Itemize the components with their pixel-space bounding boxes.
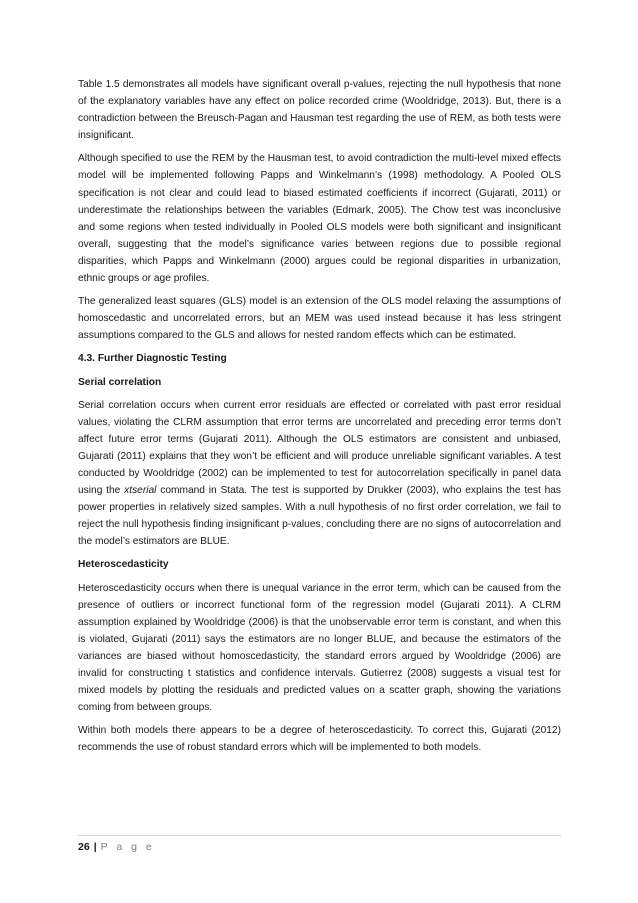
paragraph-model-choice: Although specified to use the REM by the Hausman test, to avoid contradiction the multi-level mixed effects model will be implemented following Papps and Winkelmann’s (1998) methodology. A Pooled OLS specification is not clear and could lead to biased estimated coefficients if incorrect (Gujarati, 2011) or underestimate the relationships between the variables (Edmark, 2005). The Chow test was inconclusive and some regions when tested individually in Pooled OLS models were both significant and insignificant overall, suggesting that the model’s significance varies between regions due to possible regional disparities, which Papps and Winkelmann (2000) argues could be regional disparities in urbanization, ethnic groups or age profiles. [78,153,561,285]
footer-separator: | [93,841,97,853]
page-label: P a g e [100,841,155,853]
page-footer [78,840,155,854]
page-number: 26 [78,841,90,853]
paragraph-heteroscedasticity: Heteroscedasticity occurs when there is unequal variance in the error term, which can be caused from the presence of outliers or incorrect functional form of the regression model (Gujarati 2011). A CLRM assumption explained by Wooldridge (2006) is that the unobservable error term is constant, and when this is violated, Gujarati (2011) says the estimators are no longer BLUE, and because the estimators of the variances are biased without homoscedasticity, the standard errors argued by Wooldridge (2006) are invalid for constructing t statistics and confidence intervals. Gutierrez (2008) suggests a visual test for mixed models by plotting the residuals and predicted values on a scatter graph, showing the variations coming from between groups. [78,582,561,714]
footer-divider [78,835,561,836]
subheading-heteroscedasticity: Heteroscedasticity [78,559,169,571]
paragraph-robust-errors: Within both models there appears to be a degree of heteroscedasticity. To correct this, Gujarati (2012) recommends the use of robust standard errors which will be implemented to both models. [78,725,561,754]
paragraph-serial-correlation [78,397,561,551]
page-body [78,76,561,762]
serial-text-start: Serial correlation occurs when current error residuals are effected or correlated with past error residual values, violating the CLRM assumption that error terms are uncorrelated and preceding error terms don’t affect future error terms (Gujarati 2011). Although the OLS estimators are consistent and unbiased, Gujarati (2011) explains that they won’t be efficient and will produce unreliable significant variables. A test conducted by Wooldridge (2002) can be implemented to test for autocorrelation specifically in panel data using the [78,399,561,497]
section-heading: 4.3. Further Diagnostic Testing [78,353,227,365]
stata-command: xtserial [124,485,157,497]
serial-text-end: command in Stata. The test is supported by Drukker (2003), who explains the test has power properties in relatively sized samples. With a null hypothesis of no first order correlation, we fail to reject the null hypothesis finding insignificant p-values, concluding there are no signs of autocorrelation and the model’s estimators are BLUE. [78,485,562,548]
paragraph-gls: The generalized least squares (GLS) model is an extension of the OLS model relaxing the assumptions of homoscedastic and uncorrelated errors, but an MEM was used instead because it has less stringent assumptions compared to the GLS and allows for nested random effects which can be estimated. [78,296,561,342]
subheading-serial-correlation: Serial correlation [78,376,162,388]
paragraph-table-results: Table 1.5 demonstrates all models have significant overall p-values, rejecting the null hypothesis that none of the explanatory variables have any effect on police recorded crime (Wooldridge, 2013). But, there is a contradiction between the Breusch-Pagan and Hausman test regarding the use of REM, as both tests were insignificant. [78,79,561,142]
